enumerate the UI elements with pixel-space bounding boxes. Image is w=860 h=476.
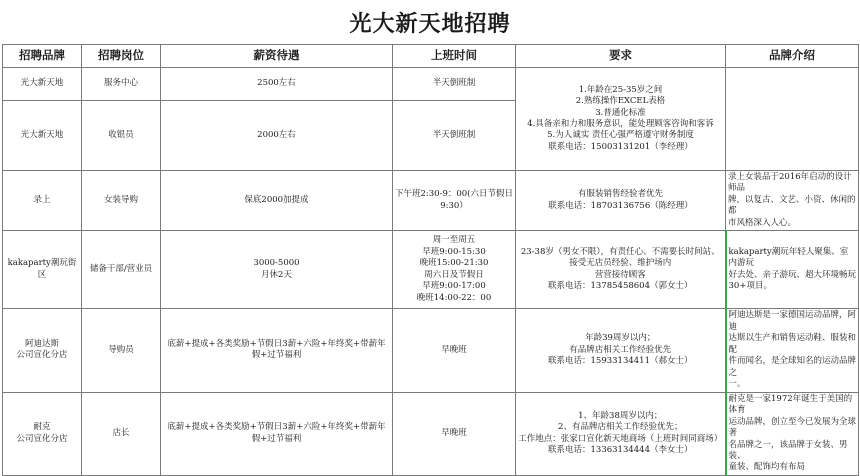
table-row [3,309,859,392]
header-brand-intro: 品牌介绍 [726,45,859,68]
salary-cell: 底薪+提成+各类奖励+节假日3薪+六险+年终奖+带薪年 假+过节福利 [161,392,393,475]
salary-cell: 保底2000加提成 [161,171,393,231]
hours-cell: 周一至周五 早班9:00-15:30 晚班15:00-21:30 周六日及节假日 早班9:00-17:00 晚班14:00-22：00 [393,231,516,309]
requirements-cell: 23-38岁（男女不限），有责任心、不需要长时间站、 接受无店员经验、维护场内 营营接待顾客 联系电话：13785458604（郭女士） [516,231,726,309]
requirements-cell: 1、年龄38周岁以内； 2、有品牌店相关工作经验优先； 工作地点：张家口宣化新天地商场（上班时间同商场） 联系电话：13363134444（李女士） [516,392,726,475]
brand-cell: 光大新天地 [3,101,82,171]
requirements-cell: 年龄39周岁以内； 有品牌店相关工作经验优先 联系电话：15933134411（郝女士） [516,309,726,392]
recruitment-table [2,44,859,476]
table-row [3,392,859,475]
brand-intro-cell: 录上女装品于2016年启动的设计师品 牌，以复古、文艺、小资、休闲的都 市风格深入人心。 [726,171,859,231]
position-cell: 服务中心 [82,68,161,101]
position-cell: 储备干部/营业员 [82,231,161,309]
header-position: 招聘岗位 [82,45,161,68]
table-row [3,68,859,101]
salary-cell: 2500左右 [161,68,393,101]
table-header-row [3,45,859,68]
header-salary: 薪资待遇 [161,45,393,68]
brand-cell: 录上 [3,171,82,231]
brand-cell: 阿迪达斯 公司宣化分店 [3,309,82,392]
brand-intro-cell: 阿迪达斯是一家德国运动品牌，阿迪 达斯以生产和销售运动鞋、服装和配 件而闻名，是全球知名的运动品牌之 一。 [726,309,859,392]
shared-requirements-cell: 1.年龄在25-35岁之间 2.熟练操作EXCEL表格 3.普通化标准 4.具备亲和力和服务意识，能处理顾客咨询和客诉 5.为人诚实 责任心强严格遵守财务制度 联系电话：15003131201（李经理） [516,68,726,171]
position-cell: 导购员 [82,309,161,392]
salary-cell: 3000-5000 月休2天 [161,231,393,309]
hours-cell: 下午班2:30-9：00(六日节假日 9:30） [393,171,516,231]
hours-cell: 早晚班 [393,392,516,475]
header-brand: 招聘品牌 [3,45,82,68]
hours-cell: 半天倒班制 [393,68,516,101]
position-cell: 女装导购 [82,171,161,231]
position-cell: 收银员 [82,101,161,171]
brand-intro-cell: kakaparty潮玩年轻人聚集、室内游玩 好去处、亲子游玩、超大环境畅玩 30+项目。 [726,231,859,309]
requirements-cell: 有服装销售经验者优先 联系电话：18703136756（陈经理） [516,171,726,231]
salary-cell: 底薪+提成+各类奖励+节假日3薪+六险+年终奖+带薪年 假+过节福利 [161,309,393,392]
page-title: 光大新天地招聘 [349,10,511,37]
header-hours: 上班时间 [393,45,516,68]
brand-intro-cell-empty [726,68,859,171]
brand-cell: kakaparty潮玩街区 [3,231,82,309]
brand-cell: 耐克 公司宣化分店 [3,392,82,475]
table-row [3,231,859,309]
brand-intro-cell: 耐克是一家1972年诞生于美国的体育 运动品牌，创立至今已发展为全球著 名品牌之一，该品牌于女装、男装、 童装、配饰均有布局 [726,392,859,475]
brand-cell: 光大新天地 [3,68,82,101]
hours-cell: 半天倒班制 [393,101,516,171]
table-row [3,171,859,231]
salary-cell: 2000左右 [161,101,393,171]
hours-cell: 早晚班 [393,309,516,392]
header-requirements: 要求 [516,45,726,68]
position-cell: 店长 [82,392,161,475]
